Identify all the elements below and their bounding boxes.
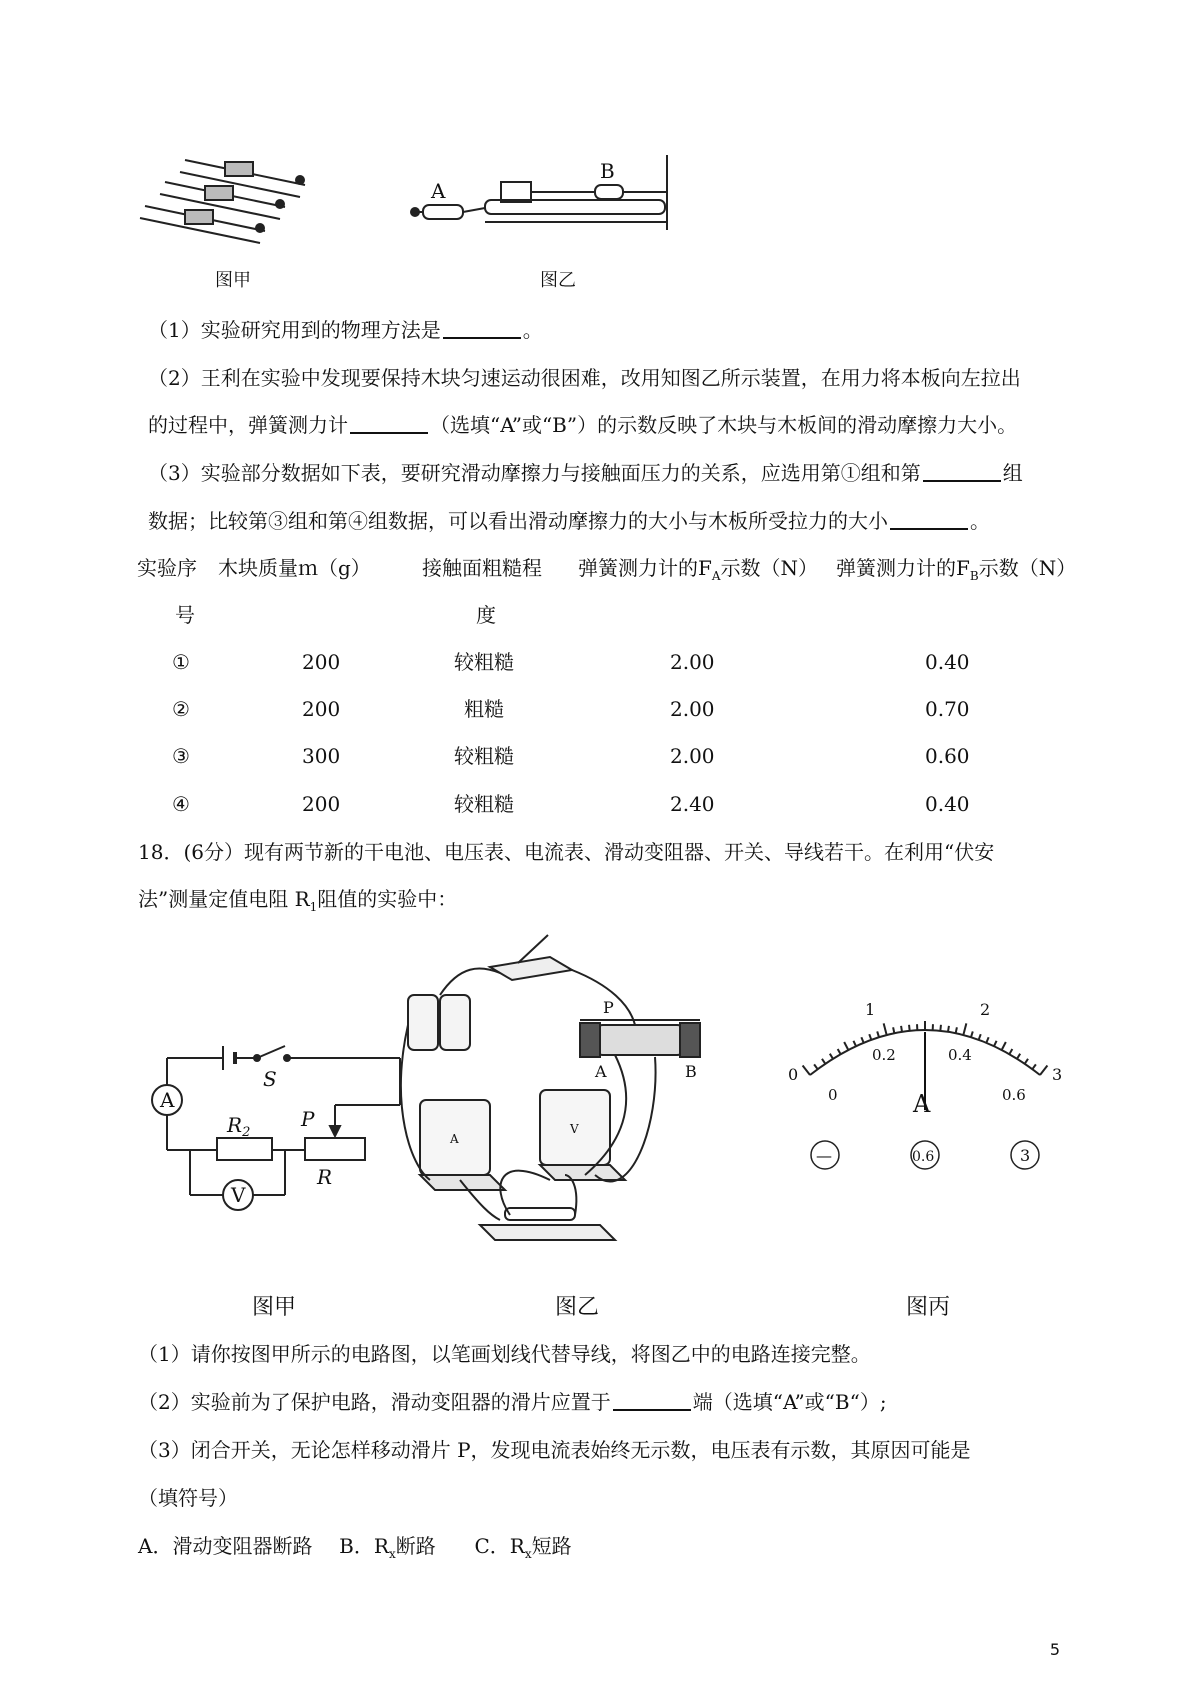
answer-blank: [350, 412, 428, 434]
scale-inner-3: 0.6: [1002, 1086, 1026, 1104]
dial-tick: [909, 1025, 910, 1031]
q18-part2: （2）实验前为了保护电路，滑动变阻器的滑片应置于 端（选填“A”或“B“）;: [138, 1390, 887, 1414]
rheostat-slider-label: P: [603, 998, 614, 1017]
figure-1-right: [405, 150, 685, 250]
terminal-negative: —: [816, 1146, 832, 1165]
figure-1-caption-left: 图甲: [215, 270, 251, 291]
friction-boards-drawing: [135, 150, 335, 260]
q18-part3-line2: （填符号）: [138, 1486, 238, 1510]
figure-1-left: [135, 150, 335, 260]
dial-tick: [1040, 1066, 1047, 1075]
dial-tick: [861, 1037, 863, 1043]
table-header-no: 实验序: [137, 556, 197, 580]
dial-tick: [814, 1064, 818, 1069]
scale-outer-3: 3: [1052, 1065, 1063, 1084]
q18-part1: （1）请你按图甲所示的电路图，以笔画划线代替导线，将图乙中的电路连接完整。: [138, 1342, 871, 1366]
figure-2-caption-right: 图丙: [906, 1295, 951, 1320]
q17-part2-line2: 的过程中，弹簧测力计 （选填“A”或“B”）的示数反映了木块与木板间的滑动摩擦力大小。: [148, 413, 1018, 437]
dial-tick: [994, 1041, 997, 1046]
dial-tick: [979, 1034, 981, 1040]
circuit-diagram: [135, 1040, 415, 1220]
dial-tick: [971, 1031, 973, 1037]
r2-label: $R_2$: [227, 1113, 251, 1140]
ammeter-label: A: [160, 1088, 175, 1112]
dial-tick: [844, 1042, 848, 1050]
scale-outer-0: 0: [788, 1065, 799, 1084]
q17-part3-line2: 数据；比较第③组和第④组数据，可以看出滑动摩擦力的大小与木板所受拉力的大小 。: [148, 509, 990, 533]
dial-tick: [853, 1041, 856, 1046]
voltmeter-label: V: [231, 1183, 246, 1207]
scale-inner-2: 0.4: [948, 1046, 972, 1064]
answer-blank: [613, 1389, 691, 1411]
dial-tick: [1025, 1059, 1028, 1064]
dial-tick: [869, 1034, 871, 1040]
dial-tick: [956, 1027, 957, 1033]
voltmeter-face-label: V: [570, 1122, 579, 1136]
scale-outer-1: 1: [865, 1000, 876, 1019]
q18-intro-line2: 法”测量定值电阻 $R_1$阻值的实验中：: [138, 887, 458, 914]
label-b: B: [600, 159, 615, 183]
q18-options: [138, 1532, 572, 1568]
table-header-rough-2: 度: [476, 603, 496, 627]
terminal-3: 3: [1020, 1146, 1031, 1165]
scale-inner-0: 0: [828, 1086, 838, 1104]
q18-part3-line1: （3）闭合开关，无论怎样移动滑片 P，发现电流表始终无示数，电压表有示数，其原因可能是: [138, 1438, 971, 1462]
dial-tick: [822, 1059, 825, 1064]
table-header-fb: 弹簧测力计的$F_B$示数（N）: [836, 556, 1077, 583]
answer-blank: [890, 508, 968, 530]
ammeter-dial: [770, 1000, 1080, 1210]
page-number: 5: [1049, 1640, 1060, 1659]
table-header-mass: 木块质量ｍ（g）: [218, 556, 371, 580]
table-header-rough: 接触面粗糙程: [422, 556, 542, 580]
answer-blank: [923, 460, 1001, 482]
figure-2-caption-mid: 图乙: [555, 1295, 600, 1320]
dial-tick: [838, 1049, 841, 1054]
label-a: A: [431, 179, 446, 203]
q18-intro-line1: 18．(6分）现有两节新的干电池、电压表、电流表、滑动变阻器、开关、导线若干。在利用“伏安: [138, 840, 995, 864]
dial-tick: [893, 1027, 894, 1033]
dial-tick: [830, 1054, 833, 1059]
option-a: A．滑动变阻器断路: [138, 1534, 313, 1558]
q17-part3-line1: （3）实验部分数据如下表，要研究滑动摩擦力与接触面压力的关系，应选用第①组和第 组: [148, 461, 1023, 485]
dial-tick: [1017, 1054, 1020, 1059]
rheostat-label: R: [317, 1165, 333, 1189]
dial-tick: [948, 1026, 949, 1032]
scale-outer-2: 2: [980, 1000, 991, 1019]
q17-part1: （1）实验研究用到的物理方法是 。: [148, 318, 543, 342]
dial-tick: [884, 1023, 887, 1035]
rheostat-end-a: A: [595, 1062, 607, 1081]
q17-part2-line1: （2）王利在实验中发现要保持木块匀速运动很困难，改用知图乙所示装置，在用力将本板向左拉出: [148, 366, 1021, 390]
rheostat-end-b: B: [685, 1062, 697, 1081]
dial-tick: [940, 1025, 941, 1031]
figure-2-caption-left: 图甲: [252, 1295, 297, 1320]
dial-tick: [963, 1023, 966, 1035]
switch-label: S: [263, 1067, 277, 1091]
dial-tick: [877, 1031, 879, 1037]
spring-scale-apparatus: [405, 150, 685, 250]
figure-1-caption-right: 图乙: [540, 270, 576, 291]
table-header-no-2: 号: [175, 603, 195, 627]
option-c: C．$R_x$短路: [474, 1534, 572, 1561]
ammeter-face-label: A: [450, 1132, 459, 1146]
dial-tick: [1009, 1049, 1012, 1054]
scale-inner-1: 0.2: [872, 1046, 896, 1064]
dial-tick: [986, 1037, 988, 1043]
dial-unit: A: [913, 1090, 931, 1118]
terminal-0-6: 0.6: [912, 1149, 935, 1165]
answer-blank: [443, 317, 521, 339]
table-header-fa: 弹簧测力计的$F_A$示数（N）: [578, 556, 819, 583]
option-b: B．$R_x$断路: [339, 1534, 436, 1561]
dial-tick: [901, 1026, 902, 1032]
dial-tick: [1002, 1042, 1006, 1050]
slider-label: P: [301, 1107, 315, 1131]
dial-tick: [1032, 1064, 1036, 1069]
dial-tick: [803, 1066, 810, 1075]
apparatus-drawing: [400, 925, 770, 1265]
